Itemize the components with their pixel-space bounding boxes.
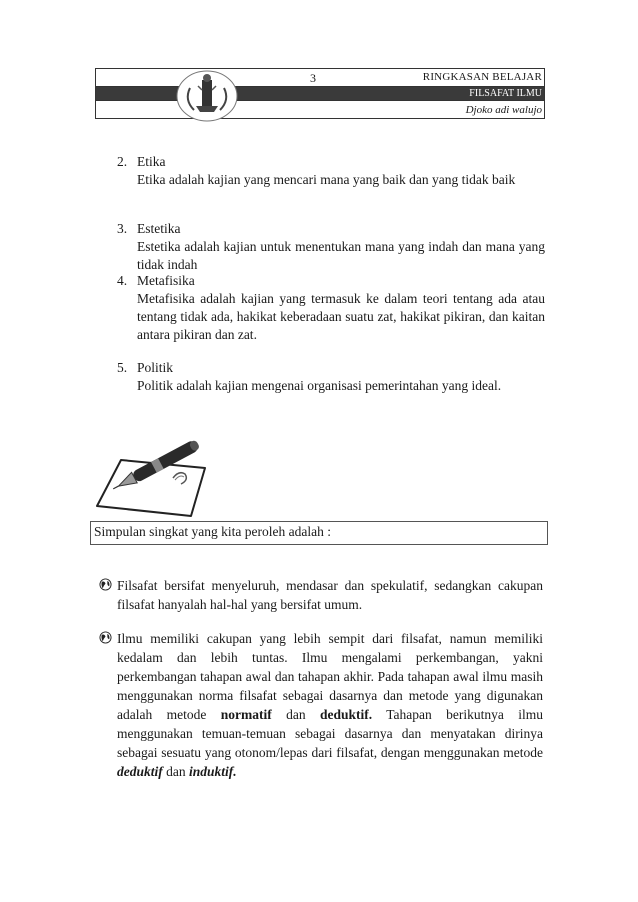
item-title: Estetika: [137, 221, 181, 236]
pen-and-paper-icon: [93, 440, 213, 520]
header-author: Djoko adi walujo: [465, 104, 542, 116]
item-title: Etika: [137, 154, 166, 169]
item-number: 2.: [117, 154, 128, 169]
text-segment: dan: [271, 707, 320, 722]
bold-italic-deduktif: deduktif: [117, 764, 163, 779]
header-subtitle: FILSAFAT ILMU: [469, 88, 542, 99]
item-title: Metafisika: [137, 273, 195, 288]
text-segment: Ilmu memiliki cakupan yang lebih sempit dari filsafat, namun memiliki kedalam dan lebih tuntas. Ilmu mengalami perkembangan, yakni perkembangan tahapan awal dan tahapan akhir. Pada tahapan awal ilmu masih menggunakan norma filsafat sebagai dasarnya dan metode yang digunakan adalah metode: [117, 631, 543, 722]
item-description: Metafisika adalah kajian yang termasuk ke dalam teori tentang ada atau tentang tidak ada, hakikat keberadaan suatu zat, hakikat pikiran, dan kaitan antara pikiran dan zat.: [137, 291, 545, 342]
item-description: Etika adalah kajian yang mencari mana yang baik dan yang tidak baik: [137, 172, 516, 187]
text-segment: Tahapan berikutnya ilmu menggunakan temuan-temuan sebagai dasarnya dan menyatakan dirinya sebagai sesuatu yang otonom/lepas dari filsafat, dengan menggunakan metode: [117, 707, 543, 760]
summary-label: Simpulan singkat yang kita peroleh adalah :: [94, 524, 331, 539]
bold-italic-induktif: induktif.: [189, 764, 237, 779]
item-description: Estetika adalah kajian untuk menentukan mana yang indah dan mana yang tidak indah: [137, 239, 545, 272]
text-segment: dan: [162, 764, 189, 779]
item-title: Politik: [137, 360, 174, 375]
bold-normatif: normatif: [220, 707, 272, 722]
header-title: RINGKASAN BELAJAR: [422, 71, 542, 83]
bullet-text: Filsafat bersifat menyeluruh, mendasar dan spekulatif, sedangkan cakupan filsafat hanyalah hal-hal yang bersifat umum.: [117, 578, 543, 612]
globe-icon: [99, 631, 112, 644]
page-number: 3: [310, 71, 316, 85]
bullet-text: [117, 629, 543, 781]
item-number: 4.: [117, 273, 128, 288]
item-number: 3.: [117, 221, 128, 236]
item-description: Politik adalah kajian mengenai organisasi pemerintahan yang ideal.: [137, 378, 502, 393]
bold-deduktif: deduktif.: [319, 707, 373, 722]
item-number: 5.: [117, 360, 128, 375]
university-emblem-icon: [176, 66, 238, 122]
globe-icon: [99, 578, 112, 591]
